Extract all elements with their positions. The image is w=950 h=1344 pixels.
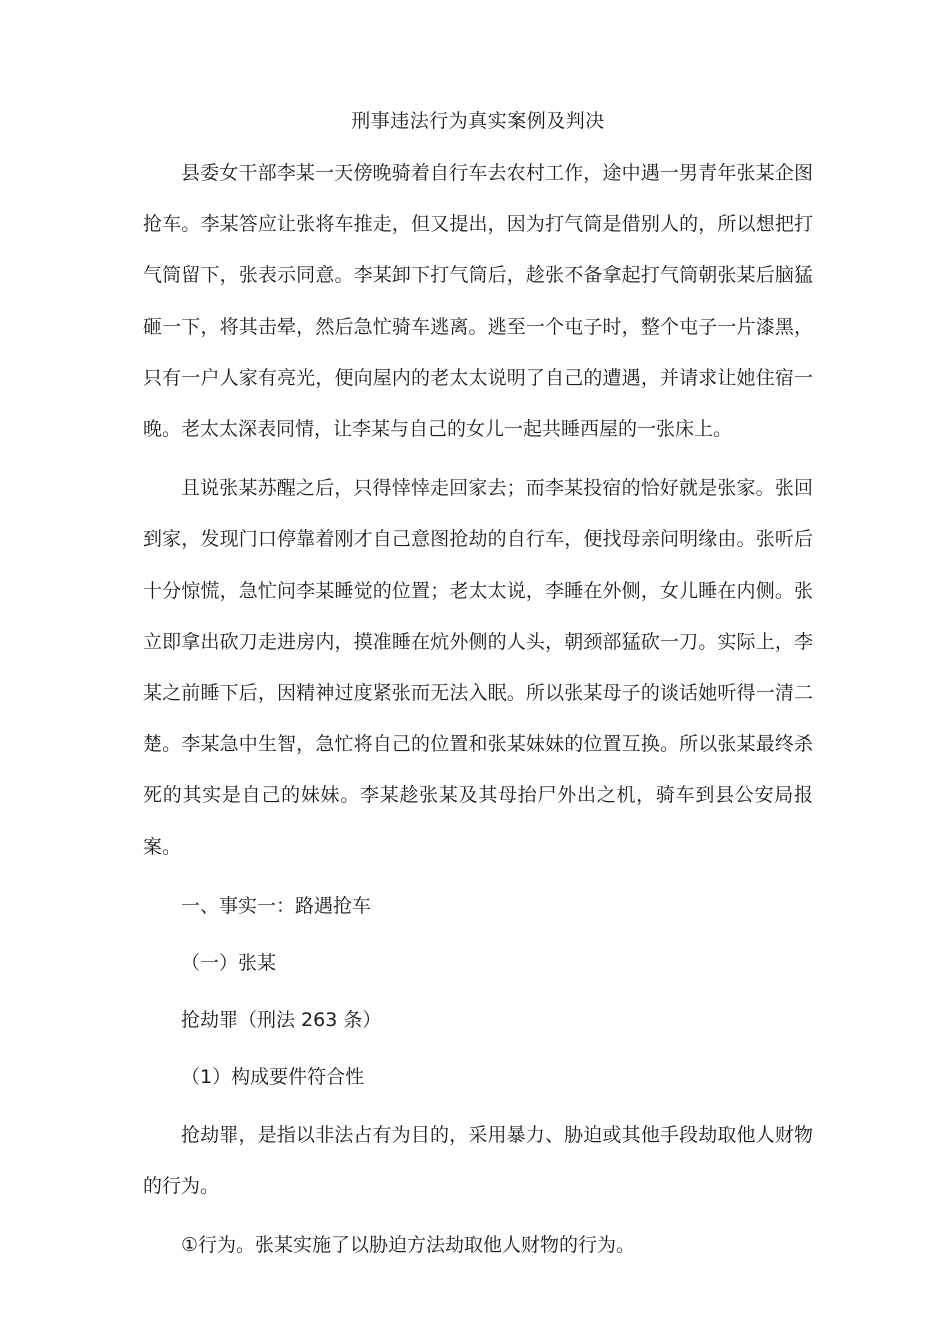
section-heading-fact-1: 一、事实一：路遇抢车 — [181, 894, 372, 917]
paragraph-case-2: 且说张某苏醒之后，只得悻悻走回家去；而李某投宿的恰好就是张家。张回到家，发现门口停靠着刚才自己意图抢劫的自行车，便找母亲问明缘由。张听后十分惊慌，急忙问李某睡觉的位置；老太太说，李睡在外侧，女儿睡在内侧。张立即拿出砍刀走进房内，摸准睡在炕外侧的人头，朝颈部猛砍一刀。实际上，李某之前睡下后，因精神过度紧张而无法入眠。所以张某母子的谈话她听得一清二楚。李某急中生智，急忙将自己的位置和张某妹妹的位置互换。所以张某最终杀死的其实是自己的妹妹。李某趁张某及其母抬尸外出之机，骑车到县公安局报案。 — [143, 477, 813, 858]
document-title: 刑事违法行为真实案例及判决 — [351, 110, 605, 132]
paragraph-case-1: 县委女干部李某一天傍晚骑着自行车去农村工作，途中遇一男青年张某企图抢车。李某答应让张将车推走，但又提出，因为打气筒是借别人的，所以想把打气筒留下，张表示同意。李某卸下打气筒后，趁张不备拿起打气筒朝张某后脑猛砸一下，将其击晕，然后急忙骑车逃离。逃至一个屯子时，整个屯子一片漆黑，只有一户人家有亮光，便向屋内的老太太说明了自己的遭遇，并请求让她住宿一晚。老太太深表同情，让李某与自己的女儿一起共睡西屋的一张床上。 — [143, 162, 813, 441]
subsection-heading-zhang: （一）张某 — [181, 952, 277, 975]
paragraph-robbery-definition: 抢劫罪，是指以非法占有为目的，采用暴力、胁迫或其他手段劫取他人财物的行为。 — [143, 1123, 813, 1197]
subheading-elements: （1）构成要件符合性 — [181, 1066, 365, 1089]
paragraph-act: ①行为。张某实施了以胁迫方法劫取他人财物的行为。 — [181, 1234, 636, 1257]
crime-heading-robbery: 抢劫罪（刑法 263 条） — [181, 1009, 382, 1032]
document-body — [143, 106, 813, 1279]
